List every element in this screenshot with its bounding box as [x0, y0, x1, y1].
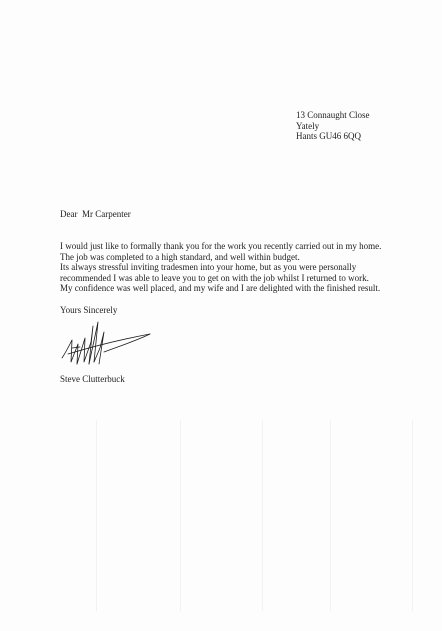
body-line-4: recommended I was able to leave you to get on with the job whilst I returned to work. [60, 272, 369, 283]
address-line-2: Yately [296, 120, 320, 131]
scan-artifact-line [412, 420, 413, 611]
signer-name: Steve Clutterbuck [60, 374, 125, 384]
salutation: Dear Mr Carpenter [60, 209, 131, 219]
sender-address [296, 110, 370, 142]
scan-artifact-line [96, 420, 97, 611]
scan-artifact-line [330, 420, 331, 611]
body-line-5: My confidence was well placed, and my wife and I are delighted with the finished result. [60, 283, 381, 294]
address-line-3: Hants GU46 6QQ [296, 131, 361, 141]
address-line-1: 13 Connaught Close [296, 110, 370, 120]
body-line-2: The job was completed to a high standard, and well within budget. [60, 251, 300, 262]
scan-artifact-line [262, 420, 263, 611]
body-line-3: Its always stressful inviting tradesmen into your home, but as you were personally [60, 262, 357, 273]
body-line-1: I would just like to formally thank you for the work you recently carried out in my home. [60, 241, 382, 251]
scan-artifact-line [180, 420, 181, 611]
letter-body [60, 241, 381, 294]
handwritten-signature [58, 318, 158, 370]
closing: Yours Sincerely [60, 305, 118, 315]
